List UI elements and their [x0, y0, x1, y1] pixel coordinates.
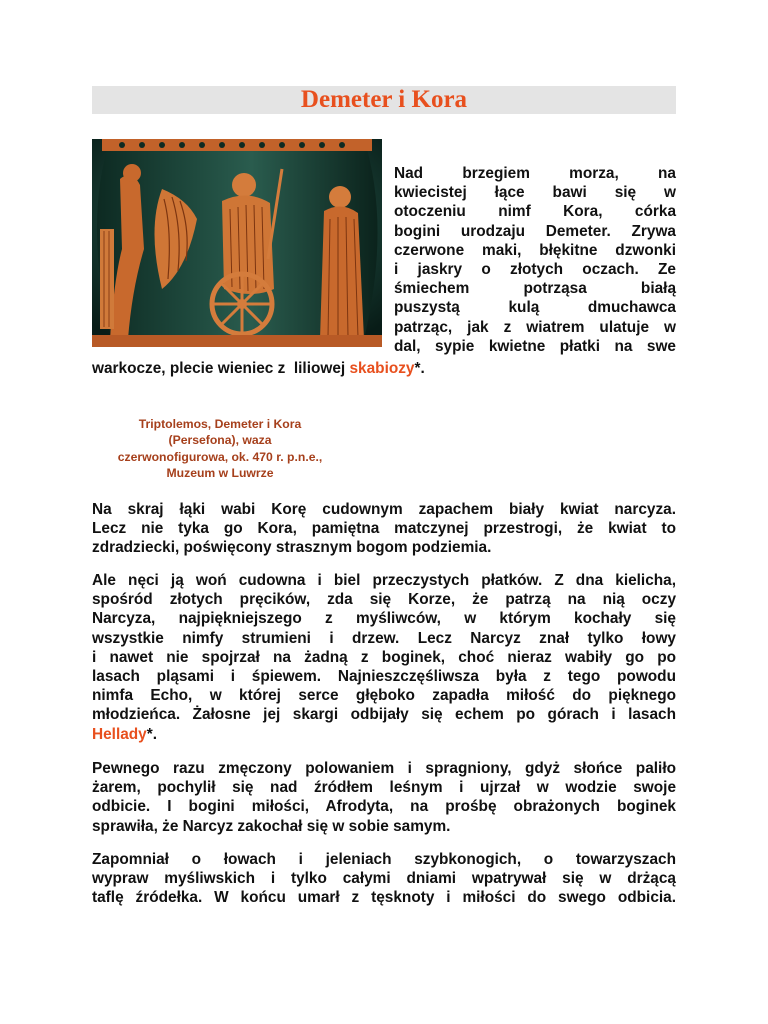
caption-line: Triptolemos, Demeter i Kora — [138, 417, 302, 431]
paragraph-last-line — [92, 725, 676, 744]
page-title: Demeter i Kora — [300, 86, 468, 113]
intro-line: bogini urodzaju Demeter. Zrywa — [394, 222, 676, 240]
paragraph-line: odbicie. I bogini miłości, Afrodyta, na prośbę obrażonych boginek — [92, 798, 676, 816]
intro-last-line — [92, 359, 676, 378]
paragraph-line: wszystkie nimfy strumieni i drzew. Lecz Narcyz znał tylko łowy — [92, 629, 676, 647]
intro-line: puszystą kulą dmuchawca — [394, 299, 676, 317]
intro-line: i jaskry o złotych oczach. Ze — [394, 261, 676, 279]
paragraph-line: Na skraj łąki wabi Korę cudownym zapachem biały kwiat narcyza. — [92, 501, 676, 518]
intro-last-suffix: *. — [414, 360, 425, 377]
intro-line: śmiechem potrząsa białą — [394, 280, 676, 298]
intro-line: Nad brzegiem morza, na — [394, 165, 676, 182]
paragraph-line: nimfa Echo, w której serce głęboko zapadła miłość do pięknego — [92, 687, 676, 705]
caption-line: czerwonofigurowa, ok. 470 r. p.n.e., — [117, 449, 323, 464]
paragraph-line: wypraw myśliwskich i tylko całymi dniami wpatrywał się w drżącą — [92, 870, 676, 888]
vase-image — [92, 139, 382, 347]
paragraph-line: Pewnego razu zmęczony polowaniem i spragniony, gdyż słońce paliło — [92, 760, 676, 777]
paragraph-line: żarem, pochylił się nad źródłem leśnym i ujrzał w wodzie swoje — [92, 779, 676, 797]
intro-last-prefix: warkocze, plecie wieniec z liliowej — [92, 360, 350, 377]
paragraph-line: taflę źródełka. W końcu umarł z tęsknoty i miłości do swego odbicia. — [92, 889, 676, 907]
paragraph-2 — [92, 571, 676, 744]
paragraph-line: Lecz nie tyka go Kora, pamiętna matczynej przestrogi, że kwiat to — [92, 520, 676, 538]
intro-line: kwiecistej łące bawi się w — [394, 184, 676, 202]
intro-line: otoczeniu nimf Kora, córka — [394, 203, 676, 221]
paragraph-line: sprawiła, że Narcyz zakochał się w sobie samym. — [92, 817, 451, 835]
intro-line: czerwone maki, błękitne dzwonki — [394, 241, 676, 259]
intro-line: patrząc, jak z wiatrem ulatuje w — [394, 318, 676, 336]
paragraph-line: i nawet nie spojrzał na żadną z boginek, choć nieraz wabiły go po — [92, 648, 676, 666]
skabiozy-link[interactable]: skabiozy — [349, 360, 415, 377]
intro-paragraph — [394, 164, 676, 356]
paragraph-4 — [92, 850, 676, 908]
paragraph-line: Ale nęci ją woń cudowna i biel przeczystych płatków. Z dna kielicha, — [92, 572, 676, 589]
paragraph-line: Narcyza, najpiękniejszego z myśliwców, w którym kochały się — [92, 610, 676, 628]
paragraph-line: młodzieńca. Żałosne jej skargi odbijały się echem po górach i lasach — [92, 706, 676, 724]
hellady-link[interactable]: Hellady — [92, 725, 147, 743]
paragraph-line: lasach pląsami i śpiewem. Najnieszczęśliwsza była z tego powodu — [92, 668, 676, 686]
caption-line: (Persefona), waza — [168, 433, 272, 448]
paragraph-line: zdradziecki, poświęcony strasznym bogom podziemia. — [92, 539, 492, 557]
title-bar — [92, 86, 676, 114]
paragraph-3 — [92, 759, 676, 836]
caption-line: Muzeum w Luwrze — [166, 466, 274, 481]
hellady-suffix: *. — [146, 725, 158, 743]
paragraph-1 — [92, 500, 676, 558]
paragraph-line: Zapomniał o łowach i jeleniach szybkonogich, o towarzyszach — [92, 851, 676, 868]
image-caption — [80, 416, 360, 482]
intro-line: dal, sypie kwietne płatki na swe — [394, 337, 676, 355]
vase-illustration — [92, 139, 382, 347]
paragraph-line: spośród złotych pręcików, zda się Korze, że patrzą na nią oczy — [92, 591, 676, 609]
